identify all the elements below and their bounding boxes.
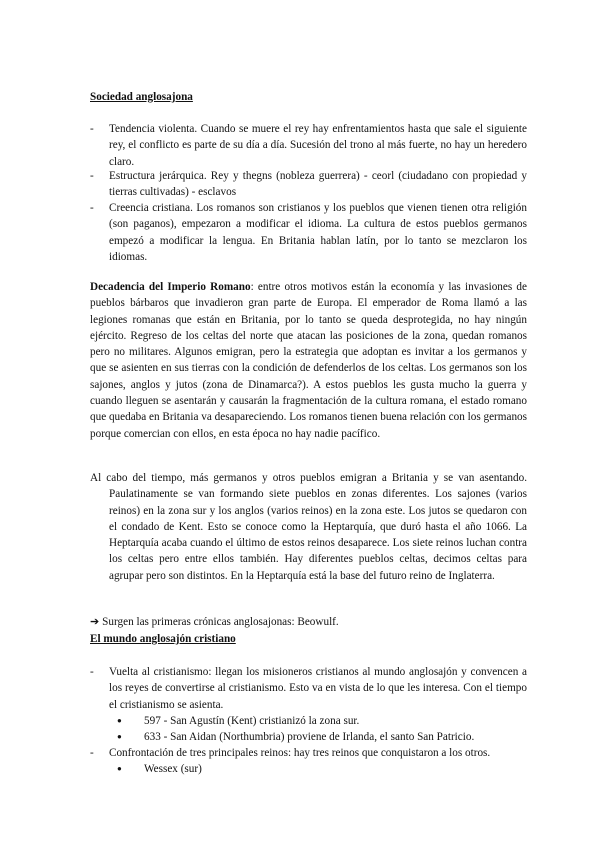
list-item <box>90 121 527 170</box>
list-item <box>90 664 527 713</box>
list-item <box>90 745 527 761</box>
dash-marker: - <box>90 170 94 182</box>
dash-marker: - <box>90 202 94 214</box>
list-item <box>90 200 527 265</box>
list-item-text: Confrontación de tres principales reinos: hay tres reinos que conquistaron a los otros. <box>109 747 491 759</box>
list-item-text: Estructura jerárquica. Rey y thegns (nobleza guerrera) - ceorl (ciudadano con propiedad y tierras cultivadas) - esclavos <box>109 170 527 199</box>
bullet-item <box>117 761 537 777</box>
dash-marker: - <box>90 666 94 678</box>
list-item-text: Vuelta al cristianismo: llegan los misioneros cristianos al mundo anglosajón y convencen a los reyes de convertirse al cristianismo. Esto va en vista de lo que les interesa. Con el tiempo el cristianismo se asienta. <box>109 666 527 711</box>
dash-marker: - <box>90 123 94 135</box>
dash-marker: - <box>90 747 94 759</box>
paragraph-decadencia <box>90 279 527 442</box>
section-heading-sociedad: Sociedad anglosajona <box>90 91 193 103</box>
arrow-note-text: Surgen las primeras crónicas anglosajonas: Beowulf. <box>102 616 339 628</box>
bullet-icon: ● <box>117 764 122 773</box>
bullet-text: 597 - San Agustín (Kent) cristianizó la zona sur. <box>144 715 360 727</box>
paragraph-body: : entre otros motivos están la economía y las invasiones de pueblos bárbaros que invadieron gran parte de Europa. El emperador de Roma llamó a las legiones romanas que están en Britania, por lo tanto se queda desprotegida, no hay ningún ejército. Regreso de los celtas del norte que atacan las posiciones de la zona, quedan romanos pero no militares. Algunos emigran, pero la estrategia que adoptan es invitar a los germanos y que se asienten en sus tierras con la condición de defenderlos de los celtas. Los germanos son los sajones, anglos y jutos (zona de Dinamarca?). A estos pueblos les gusta mucho la guerra y cuando lleguen se asentarán y causarán la fragmentación de la cultura romana, el estado romano que quedaba en Britania va desapareciendo. Los romanos tienen buena relación con los germanos porque comercian con ellos, en esta época no hay nadie pacífico. <box>90 281 527 440</box>
bullet-item <box>117 729 537 745</box>
arrow-right-icon: ➔ <box>90 616 100 628</box>
bullet-item <box>117 713 537 729</box>
bullet-icon: ● <box>117 716 122 725</box>
bullet-icon: ● <box>117 732 122 741</box>
paragraph-title: Decadencia del Imperio Romano <box>90 281 251 293</box>
bullet-text: 633 - San Aidan (Northumbria) proviene de Irlanda, el santo San Patricio. <box>144 731 475 743</box>
list-item-text: Tendencia violenta. Cuando se muere el rey hay enfrentamientos hasta que sale el siguiente rey, el conflicto es parte de su día a día. Sucesión del trono al más fuerte, no hay un heredero claro. <box>109 123 527 168</box>
list-item <box>90 168 527 201</box>
bullet-text: Wessex (sur) <box>144 763 202 775</box>
paragraph-heptarquia: Al cabo del tiempo, más germanos y otros pueblos emigran a Britania y se van asentando. Paulatinamente se van formando siete pueblos en zonas diferentes. Los sajones (varios reinos) en la zona sur y los anglos (varios reinos) en la zona este. Los jutos se quedaron con el condado de Kent. Esto se conoce como la Heptarquía, que duró hasta el año 1066. La Heptarquía acaba cuando el último de estos reinos desaparece. Los siete reinos luchan contra los celtas pero entre ellos también. Hay diferentes pueblos celtas, decimos celtas para agrupar pero son distintos. En la Heptarquía está la base del futuro reino de Inglaterra. <box>90 472 527 582</box>
list-item-text: Creencia cristiana. Los romanos son cristianos y los pueblos que vienen tienen otra religión (son paganos), empezaron a modificar el idioma. La cultura de estos pueblos germanos empezó a modificar la lengua. En Britania hablan latín, por lo tanto se mezclaron los idiomas. <box>109 202 527 263</box>
arrow-note <box>90 614 527 630</box>
section-heading-mundo-cristiano: El mundo anglosajón cristiano <box>90 633 236 645</box>
